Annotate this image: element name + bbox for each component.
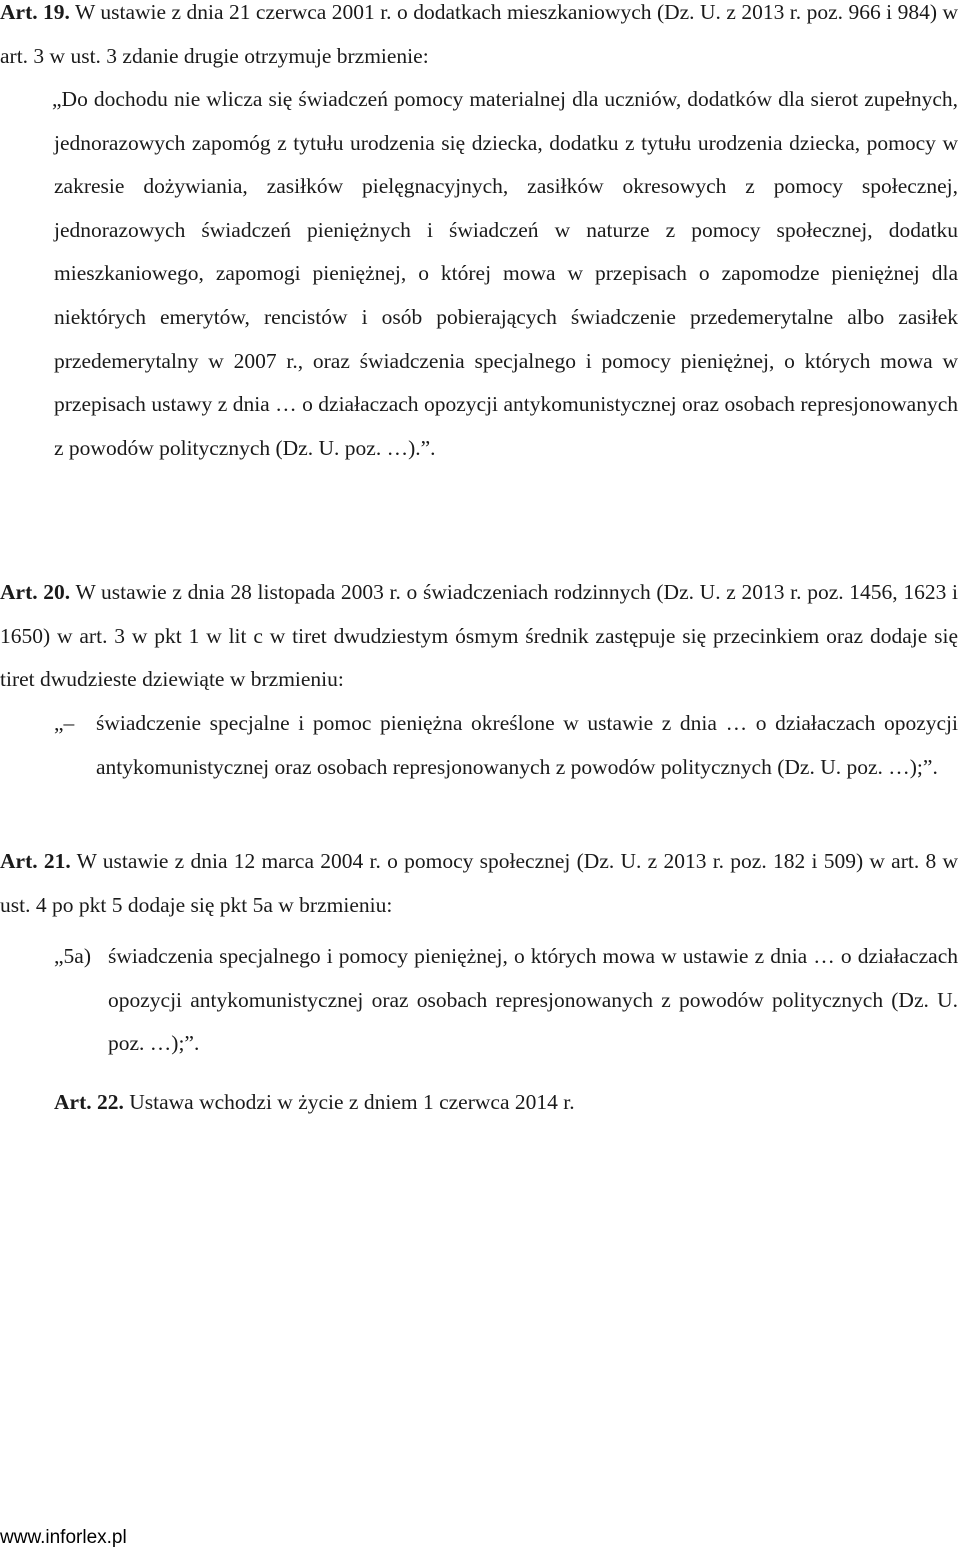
art-19-label: Art. 19. — [0, 0, 70, 24]
art-20-quote-text: świadczenie specjalne i pomoc pieniężna określone w ustawie z dnia … o działaczach opozycji antykomunistycznej oraz osobach represjonowanych z powodów politycznych (Dz. U. poz. …);”. — [96, 711, 958, 779]
art-21-quote-text: świadczenia specjalnego i pomocy pieniężnej, o których mowa w ustawie z dnia … o działaczach opozycji antykomunistycznej oraz osobach represjonowanych z powodów politycznych (Dz. U. poz. …);”. — [108, 944, 958, 1056]
art-21-quote-label: „5a) — [54, 944, 97, 968]
art-19-quote: „Do dochodu nie wlicza się świadczeń pomocy materialnej dla uczniów, dodatków dla sierot zupełnych, jednorazowych zapomóg z tytułu urodzenia się dziecka, dodatku z tytułu urodzenia dziecka, pomocy w zakresie dożywiania, zasiłków pielęgnacyjnych, zasiłków okresowych z pomocy społecznej, jednorazowych świadczeń pieniężnych i świadczeń w naturze z pomocy społecznej, dodatku mieszkaniowego, zapomogi pieniężnej, o której mowa w przepisach o zapomodze pieniężnej dla niektórych emerytów, rencistów i osób pobierających świadczenie przedemerytalne albo zasiłek przedemerytalny w 2007 r., oraz świadczenia specjalnego i pomocy pieniężnej, o których mowa w przepisach ustawy z dnia … o działaczach opozycji antykomunistycznej oraz osobach represjonowanych z powodów politycznych (Dz. U. poz. …).”. — [52, 87, 958, 460]
art-20-quote — [54, 702, 958, 789]
art-20-intro — [0, 571, 958, 702]
art-20-label: Art. 20. — [0, 580, 71, 604]
art-19-intro-text: W ustawie z dnia 21 czerwca 2001 r. o dodatkach mieszkaniowych (Dz. U. z 2013 r. poz. 966 i 984) w art. 3 w ust. 3 zdanie drugie otrzymuje brzmienie: — [0, 0, 958, 68]
art-22-text: Ustawa wchodzi w życie z dniem 1 czerwca 2014 r. — [123, 1090, 575, 1114]
art-21-label: Art. 21. — [0, 849, 71, 873]
art-19-intro — [0, 0, 958, 78]
footer-url: www.inforlex.pl — [0, 1527, 127, 1548]
art-20-quote-label: „– — [54, 711, 80, 735]
art-21-intro — [0, 840, 958, 927]
art-21-quote — [54, 935, 958, 1066]
art-22-label: Art. 22. — [54, 1090, 124, 1114]
art-20-intro-text: W ustawie z dnia 28 listopada 2003 r. o świadczeniach rodzinnych (Dz. U. z 2013 r. poz. 1456, 1623 i 1650) w art. 3 w pkt 1 w lit c w tiret dwudziestym ósmym średnik zastępuje się przecinkiem oraz dodaje się tiret dwudzieste dziewiąte w brzmieniu: — [0, 580, 959, 692]
art-22 — [54, 1081, 958, 1125]
art-21-intro-text: W ustawie z dnia 12 marca 2004 r. o pomocy społecznej (Dz. U. z 2013 r. poz. 182 i 509) w art. 8 w ust. 4 po pkt 5 dodaje się pkt 5a w brzmieniu: — [0, 849, 958, 917]
